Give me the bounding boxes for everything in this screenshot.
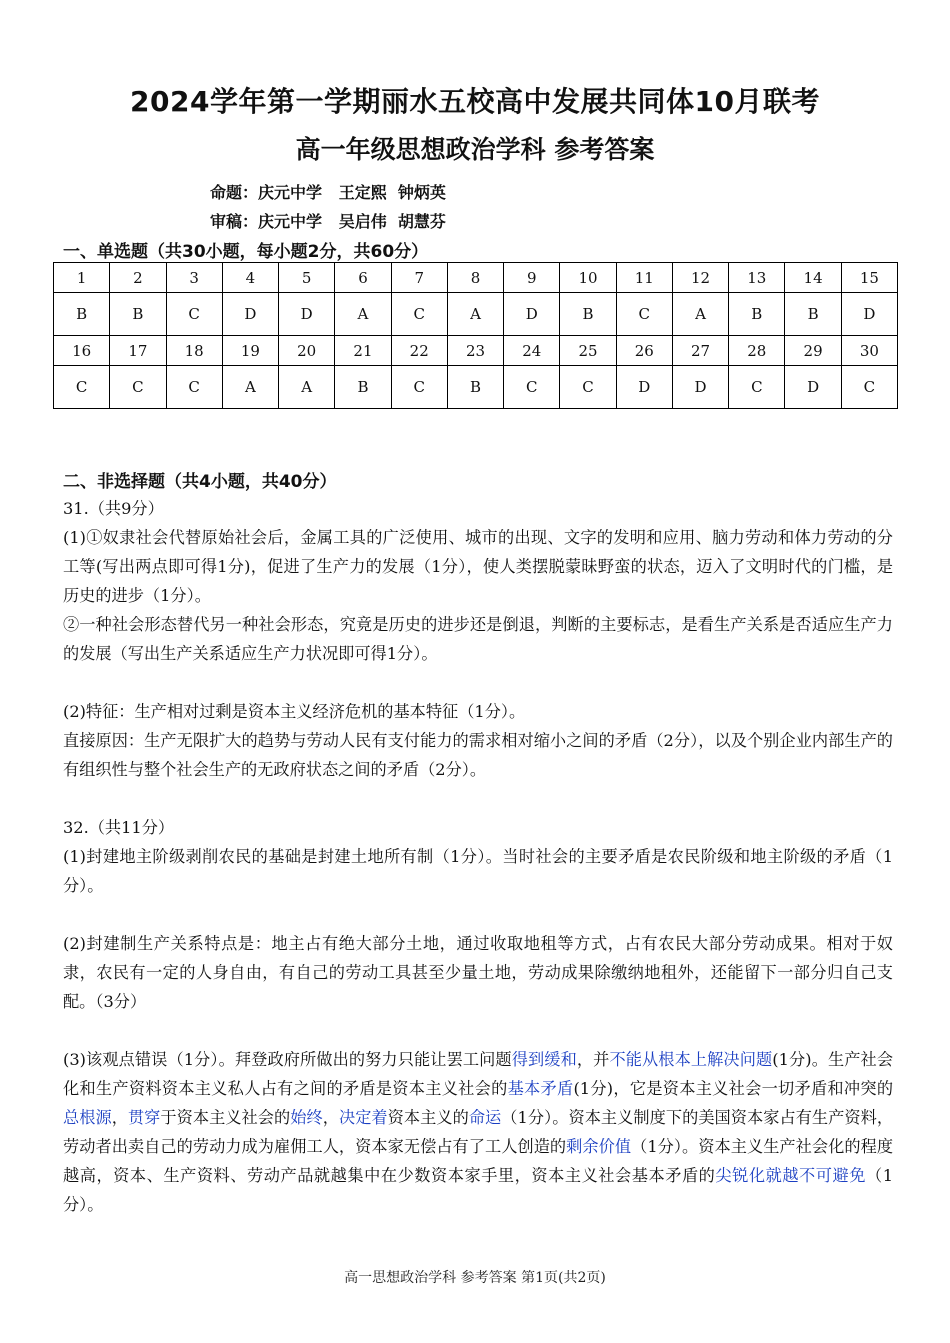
highlighted-keyword: 贯穿 — [127, 1108, 161, 1127]
question-number-cell: 1 — [54, 263, 110, 293]
answer-table — [53, 262, 898, 409]
answer-cell: B — [447, 366, 503, 409]
reviewers-line: 审稿：庆元中学 吴启伟 胡慧芬 — [210, 212, 446, 231]
question-number-cell: 14 — [785, 263, 841, 293]
answer-cell: D — [616, 366, 672, 409]
question-number-cell: 17 — [110, 336, 166, 366]
answer-body — [63, 494, 893, 1219]
answer-cell: B — [54, 293, 110, 336]
question-number-cell: 26 — [616, 336, 672, 366]
authors-line: 命题：庆元中学 王定熙 钟炳英 — [210, 183, 446, 202]
answer-cell: A — [447, 293, 503, 336]
answer-cell: D — [841, 293, 897, 336]
question-number-cell: 4 — [222, 263, 278, 293]
answer-cell: C — [391, 293, 447, 336]
question-number-cell: 7 — [391, 263, 447, 293]
question-number-cell: 10 — [560, 263, 616, 293]
answer-cell: A — [222, 366, 278, 409]
answer-cell: B — [785, 293, 841, 336]
q31-part2-feature: (2)特征：生产相对过剩是资本主义经济危机的基本特征（1分）。 — [63, 702, 526, 721]
answer-cell: C — [729, 366, 785, 409]
page-subtitle: 高一年级思想政治学科 参考答案 — [295, 135, 655, 164]
question-number-cell: 5 — [279, 263, 335, 293]
answer-row — [54, 293, 898, 336]
answer-cell: D — [672, 366, 728, 409]
answer-cell: C — [616, 293, 672, 336]
question-number-cell: 3 — [166, 263, 222, 293]
question-number-cell: 30 — [841, 336, 897, 366]
answer-cell: A — [279, 366, 335, 409]
text-segment: （1分）。 — [63, 1166, 893, 1214]
question-number-cell: 24 — [504, 336, 560, 366]
section1-heading: 一、单选题（共30小题，每小题2分，共60分） — [63, 242, 429, 262]
answer-cell: D — [279, 293, 335, 336]
answer-cell: C — [391, 366, 447, 409]
q32-part2: (2)封建制生产关系特点是：地主占有绝大部分土地，通过收取地租等方式，占有农民大部分劳动成果。相对于奴隶，农民有一定的人身自由，有自己的劳动工具甚至少量土地，劳动成果除缴纳地租外，还能留下一部分归自己支配。（3分） — [63, 934, 893, 1011]
question-number-cell: 6 — [335, 263, 391, 293]
highlighted-keyword: 得到缓和 — [511, 1050, 577, 1069]
question-number-cell: 28 — [729, 336, 785, 366]
question-number-cell: 18 — [166, 336, 222, 366]
q31-part1-point1: (1)①奴隶社会代替原始社会后，金属工具的广泛使用、城市的出现、文字的发明和应用、脑力劳动和体力劳动的分工等(写出两点即可得1分)，促进了生产力的发展（1分），使人类摆脱蒙昧野蛮的状态，迈入了文明时代的门槛，是历史的进步（1分）。 — [63, 528, 893, 605]
question-number-cell: 27 — [672, 336, 728, 366]
question-number-cell: 9 — [504, 263, 560, 293]
question-number-cell: 22 — [391, 336, 447, 366]
q31-header: 31.（共9分） — [63, 499, 164, 518]
q32-header: 32.（共11分） — [63, 818, 175, 837]
answer-cell: D — [222, 293, 278, 336]
question-number-cell: 15 — [841, 263, 897, 293]
answer-row — [54, 366, 898, 409]
question-number-cell: 23 — [447, 336, 503, 366]
answer-cell: C — [166, 366, 222, 409]
question-number-cell: 16 — [54, 336, 110, 366]
text-segment: ， — [322, 1108, 339, 1127]
answer-cell: C — [504, 366, 560, 409]
answer-cell: B — [335, 366, 391, 409]
question-number-row — [54, 336, 898, 366]
page-footer: 高一思想政治学科 参考答案 第1页(共2页) — [344, 1270, 606, 1286]
text-segment: （1分）。资本主义生产社会化的程度越高，资本、生产资料、劳动产品就越集中在少数资本家手里，资本主义社会基本矛盾的 — [63, 1137, 894, 1185]
question-number-row — [54, 263, 898, 293]
q32-part1: (1)封建地主阶级剥削农民的基础是封建土地所有制（1分）。当时社会的主要矛盾是农民阶级和地主阶级的矛盾（1分）。 — [63, 847, 893, 895]
answer-cell: A — [335, 293, 391, 336]
highlighted-keyword: 基本矛盾 — [507, 1079, 574, 1098]
question-number-cell: 25 — [560, 336, 616, 366]
section2-heading: 二、非选择题（共4小题，共40分） — [63, 472, 337, 492]
highlighted-keyword: 始终 — [290, 1108, 323, 1127]
question-number-cell: 19 — [222, 336, 278, 366]
text-segment: (1分)，它是资本主义社会一切矛盾和冲突的 — [573, 1079, 894, 1098]
answer-cell: A — [672, 293, 728, 336]
answer-cell: B — [729, 293, 785, 336]
question-number-cell: 2 — [110, 263, 166, 293]
answer-cell: C — [841, 366, 897, 409]
highlighted-keyword: 尖锐化就越不可避免 — [715, 1166, 866, 1185]
text-segment: (3)该观点错误（1分）。拜登政府所做出的努力只能让罢工问题 — [63, 1050, 512, 1069]
highlighted-keyword: 不能从根本上解决问题 — [609, 1050, 773, 1069]
text-segment: ，并 — [576, 1050, 610, 1069]
answer-cell: D — [785, 366, 841, 409]
highlighted-keyword: 决定着 — [338, 1108, 388, 1127]
answer-cell: C — [54, 366, 110, 409]
question-number-cell: 8 — [447, 263, 503, 293]
answer-cell: C — [166, 293, 222, 336]
answer-cell: D — [504, 293, 560, 336]
question-number-cell: 11 — [616, 263, 672, 293]
text-segment: 于资本主义社会的 — [160, 1108, 291, 1127]
text-segment: (1分)。生产社会化和生产资料资本主义私人占有之间的矛盾是资本主义社会的 — [63, 1050, 894, 1098]
answer-cell: B — [110, 293, 166, 336]
page-title: 2024学年第一学期丽水五校高中发展共同体10月联考 — [130, 85, 820, 118]
q31-part1-point2: ②一种社会形态替代另一种社会形态，究竟是历史的进步还是倒退，判断的主要标志，是看生产关系是否适应生产力的发展（写出生产关系适应生产力状况即可得1分）。 — [63, 615, 893, 663]
highlighted-keyword: 总根源 — [63, 1108, 112, 1127]
q31-part2-cause: 直接原因：生产无限扩大的趋势与劳动人民有支付能力的需求相对缩小之间的矛盾（2分），以及个别企业内部生产的有组织性与整个社会生产的无政府状态之间的矛盾（2分）。 — [63, 731, 893, 779]
answer-cell: C — [560, 366, 616, 409]
question-number-cell: 21 — [335, 336, 391, 366]
question-number-cell: 20 — [279, 336, 335, 366]
answer-cell: C — [110, 366, 166, 409]
question-number-cell: 13 — [729, 263, 785, 293]
question-number-cell: 12 — [672, 263, 728, 293]
answer-cell: B — [560, 293, 616, 336]
highlighted-keyword: 剩余价值 — [566, 1137, 632, 1156]
text-segment: 资本主义的 — [387, 1108, 469, 1127]
text-segment: ， — [111, 1108, 128, 1127]
q32-part3 — [63, 1045, 893, 1219]
question-number-cell: 29 — [785, 336, 841, 366]
text-segment: （1分）。资本主义制度下的美国资本家占有生产资料，劳动者出卖自己的劳动力成为雇佣工人，资本家无偿占有了工人创造的 — [63, 1108, 894, 1156]
highlighted-keyword: 命运 — [468, 1108, 502, 1127]
